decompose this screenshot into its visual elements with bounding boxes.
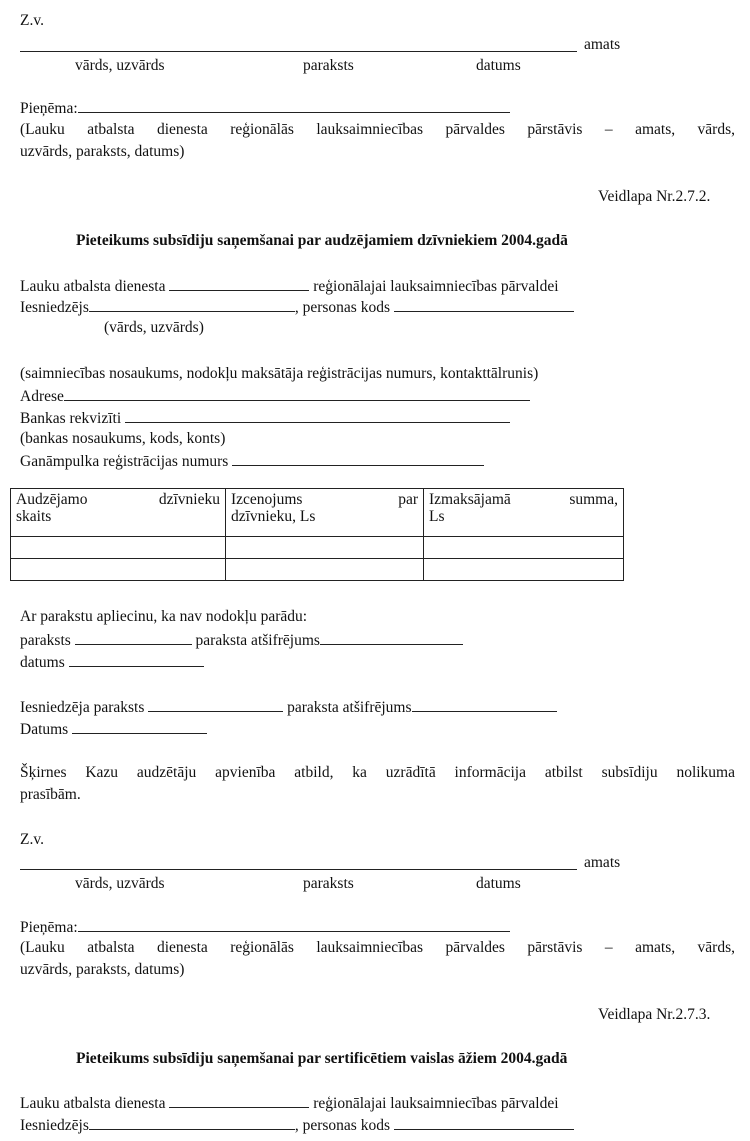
datums-label: datums xyxy=(20,654,65,671)
pienema-input-line[interactable] xyxy=(78,99,510,113)
datums-caption: datums xyxy=(476,875,521,892)
bankas-field xyxy=(20,409,510,427)
form-title: Pieteikums subsīdiju saņemšanai par audzējamiem dzīvniekiem 2004.gadā xyxy=(76,232,568,249)
lad-suffix: reģionālajai lauksaimniecības pārvaldei xyxy=(313,1095,559,1112)
apliecinu-text: Ar parakstu apliecinu, ka nav nodokļu parādu: xyxy=(20,608,308,625)
iesn-paraksts-label: Iesniedzēja paraksts xyxy=(20,699,145,716)
paraksts-label: paraksts xyxy=(20,632,71,649)
amats-label: amats xyxy=(584,854,621,871)
ganampulka-field xyxy=(20,452,484,470)
bankas-input-line[interactable] xyxy=(125,409,510,423)
table-header-cell: Audzējamo dzīvnieku skaits xyxy=(11,489,226,537)
table-cell[interactable] xyxy=(226,537,424,559)
table-row xyxy=(11,559,624,581)
paraksts-field xyxy=(20,631,463,649)
table-header-cell: Izcenojums par dzīvnieku, Ls xyxy=(226,489,424,537)
table-cell[interactable] xyxy=(226,559,424,581)
form-title: Pieteikums subsīdiju saņemšanai par sertificētiem vaislas āžiem 2004.gadā xyxy=(76,1050,568,1067)
atsifrejums-label: paraksta atšifrējums xyxy=(287,699,412,716)
iesniedzejs-input-line[interactable] xyxy=(89,1116,295,1130)
pienema-field xyxy=(20,99,510,117)
iesniedzejs-input-line[interactable] xyxy=(89,298,295,312)
datums-input-line[interactable] xyxy=(69,653,204,667)
atsifrejums-input-line[interactable] xyxy=(320,631,463,645)
amats-label: amats xyxy=(584,36,621,53)
table-cell[interactable] xyxy=(11,537,226,559)
saimnieciba-hint: (saimniecības nosaukums, nodokļu maksātāja reģistrācijas numurs, kontakttālrunis) xyxy=(20,365,539,382)
form-number: Veidlapa Nr.2.7.3. xyxy=(598,1006,711,1023)
lad-field xyxy=(20,1094,559,1112)
table-header-row xyxy=(11,489,624,537)
iesniedzejs-field xyxy=(20,1116,574,1134)
pienema-label: Pieņēma: xyxy=(20,100,78,117)
paraksts-caption: paraksts xyxy=(303,57,354,74)
iesn-paraksts-field xyxy=(20,698,557,716)
pienema-field xyxy=(20,918,510,936)
datums-field xyxy=(20,653,204,671)
paraksts-caption: paraksts xyxy=(303,875,354,892)
iesniedzejs-label: Iesniedzējs xyxy=(20,299,89,316)
adrese-input-line[interactable] xyxy=(64,387,530,401)
bankas-label: Bankas rekvizīti xyxy=(20,410,122,427)
representative-note-cont: uzvārds, paraksts, datums) xyxy=(20,961,185,978)
representative-note: (Lauku atbalsta dienesta reģionālās lauksaimniecības pārvaldes pārstāvis – amats, vārds, xyxy=(20,121,735,138)
personas-kods-label: , personas kods xyxy=(294,299,391,316)
adrese-label: Adrese xyxy=(20,388,64,405)
representative-note: (Lauku atbalsta dienesta reģionālās lauksaimniecības pārvaldes pārstāvis – amats, vārds, xyxy=(20,939,735,956)
paraksts-input-line[interactable] xyxy=(75,631,192,645)
lad-field xyxy=(20,277,559,295)
table-cell[interactable] xyxy=(424,559,624,581)
lad-label: Lauku atbalsta dienesta xyxy=(20,1095,166,1112)
personas-kods-label: , personas kods xyxy=(294,1117,391,1134)
zv-label: Z.v. xyxy=(20,12,44,29)
subsidy-table xyxy=(10,488,624,581)
representative-note-cont: uzvārds, paraksts, datums) xyxy=(20,143,185,160)
vards-caption: vārds, uzvārds xyxy=(75,875,165,892)
datums-field xyxy=(20,720,207,738)
datums-input-line[interactable] xyxy=(72,720,207,734)
iesniedzejs-field xyxy=(20,298,574,316)
personas-kods-input-line[interactable] xyxy=(394,298,574,312)
zv-label: Z.v. xyxy=(20,831,44,848)
adrese-field xyxy=(20,387,530,405)
atsifrejums-input-line[interactable] xyxy=(412,698,557,712)
table-cell[interactable] xyxy=(424,537,624,559)
lad-label: Lauku atbalsta dienesta xyxy=(20,278,166,295)
skirnes-statement-cont: prasībām. xyxy=(20,786,81,803)
table-row xyxy=(11,537,624,559)
ganampulka-label: Ganāmpulka reģistrācijas numurs xyxy=(20,453,229,470)
form-number: Veidlapa Nr.2.7.2. xyxy=(598,188,711,205)
vards-hint: (vārds, uzvārds) xyxy=(104,319,204,336)
pienema-input-line[interactable] xyxy=(78,918,510,932)
iesn-paraksts-input-line[interactable] xyxy=(148,698,283,712)
lad-input-line[interactable] xyxy=(169,1094,309,1108)
datums-label: Datums xyxy=(20,721,69,738)
signature-line xyxy=(20,51,577,52)
vards-caption: vārds, uzvārds xyxy=(75,57,165,74)
lad-input-line[interactable] xyxy=(169,277,309,291)
table-header-cell: Izmaksājamā summa, Ls xyxy=(424,489,624,537)
pienema-label: Pieņēma: xyxy=(20,919,78,936)
skirnes-statement: Šķirnes Kazu audzētāju apvienība atbild, ka uzrādītā informācija atbilst subsīdiju nolikuma xyxy=(20,764,735,781)
atsifrejums-label: paraksta atšifrējums xyxy=(195,632,320,649)
bankas-hint: (bankas nosaukums, kods, konts) xyxy=(20,430,226,447)
datums-caption: datums xyxy=(476,57,521,74)
signature-line xyxy=(20,869,577,870)
lad-suffix: reģionālajai lauksaimniecības pārvaldei xyxy=(313,278,559,295)
ganampulka-input-line[interactable] xyxy=(232,452,484,466)
table-cell[interactable] xyxy=(11,559,226,581)
personas-kods-input-line[interactable] xyxy=(394,1116,574,1130)
iesniedzejs-label: Iesniedzējs xyxy=(20,1117,89,1134)
